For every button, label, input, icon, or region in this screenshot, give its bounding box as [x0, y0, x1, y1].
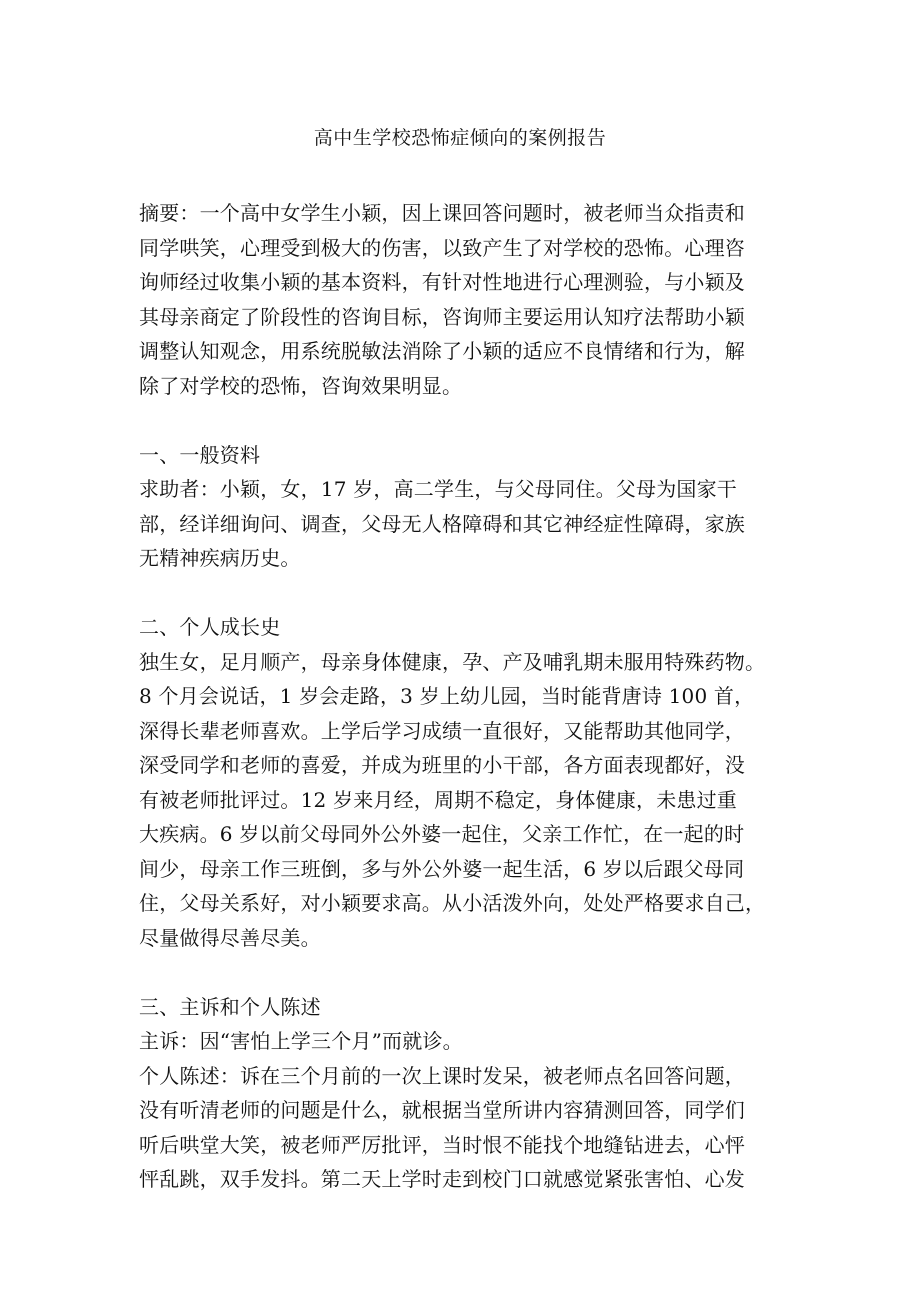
section-heading: 二、个人成长史	[139, 615, 281, 639]
text-line: 尽量做得尽善尽美。	[139, 925, 321, 950]
paragraph-gap	[139, 955, 789, 990]
text-line: 求助者：小颖，女，17 岁，高二学生，与父母同住。父母为国家干	[139, 477, 738, 501]
section-complaint	[139, 990, 789, 1197]
text-line: 主诉：因“害怕上学三个月”而就诊。	[139, 1029, 463, 1053]
text-line: 深得长辈老师喜欢。上学后学习成绩一直很好，又能帮助其他同学，	[139, 718, 745, 743]
text-line: 有被老师批评过。12 岁来月经，周期不稳定，身体健康，未患过重	[139, 787, 738, 812]
text-line: 个人陈述：诉在三个月前的一次上课时发呆，被老师点名回答问题，	[139, 1063, 745, 1088]
paragraph-gap	[139, 403, 789, 438]
text-line: 同学哄笑，心理受到极大的伤害，以致产生了对学校的恐怖。心理咨	[139, 235, 745, 260]
text-line: 无精神疾病历史。	[139, 546, 301, 570]
text-line: 其母亲商定了阶段性的咨询目标，咨询师主要运用认知疗法帮助小颖	[139, 304, 745, 329]
abstract-paragraph	[139, 196, 789, 403]
document-title: 高中生学校恐怖症倾向的案例报告	[313, 127, 607, 149]
section-general-info	[139, 438, 789, 576]
paragraph-gap	[139, 576, 789, 611]
text-line: 住，父母关系好，对小颖要求高。从小活泼外向，处处严格要求自己，	[139, 891, 766, 915]
text-line: 摘要：一个高中女学生小颖，因上课回答问题时，被老师当众指责和	[139, 201, 745, 225]
text-line: 怦乱跳，双手发抖。第二天上学时走到校门口就感觉紧张害怕、心发	[139, 1167, 745, 1191]
text-line: 没有听清老师的问题是什么，就根据当堂所讲内容猜测回答，同学们	[139, 1098, 745, 1122]
text-line: 大疾病。6 岁以前父母同外公外婆一起住，父亲工作忙，在一起的时	[139, 822, 745, 846]
section-heading: 一、一般资料	[139, 442, 261, 467]
section-heading: 三、主诉和个人陈述	[139, 994, 321, 1019]
text-line: 调整认知观念，用系统脱敏法消除了小颖的适应不良情绪和行为，解	[139, 339, 745, 363]
text-line: 部，经详细询问、调查，父母无人格障碍和其它神经症性障碍，家族	[139, 511, 745, 536]
text-line: 间少，母亲工作三班倒，多与外公外婆一起生活，6 岁以后跟父母同	[139, 856, 745, 881]
text-line: 深受同学和老师的喜爱，并成为班里的小干部，各方面表现都好，没	[139, 753, 745, 777]
document-body	[139, 196, 789, 1197]
section-personal-history	[139, 610, 789, 955]
text-line: 8 个月会说话，1 岁会走路，3 岁上幼儿园，当时能背唐诗 100 首，	[139, 684, 755, 708]
text-line: 听后哄堂大笑，被老师严厉批评，当时恨不能找个地缝钻进去，心怦	[139, 1132, 745, 1157]
text-line: 询师经过收集小颖的基本资料，有针对性地进行心理测验，与小颖及	[139, 270, 745, 294]
text-line: 独生女，足月顺产，母亲身体健康，孕、产及哺乳期未服用特殊药物。	[139, 649, 766, 674]
text-line: 除了对学校的恐怖，咨询效果明显。	[139, 373, 463, 398]
